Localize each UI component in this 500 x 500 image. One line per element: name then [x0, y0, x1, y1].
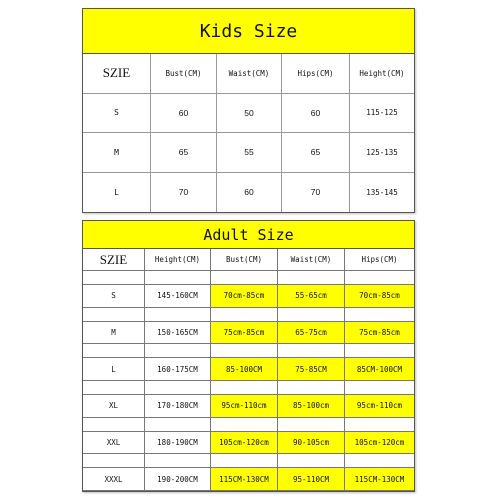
adult-spacer-cell: [345, 454, 414, 468]
kids-header-size: SZIE: [83, 54, 151, 94]
adult-row-size: XL: [83, 395, 145, 418]
adult-spacer-cell: [145, 271, 211, 285]
adult-row-waist: 65-75cm: [278, 322, 345, 345]
adult-spacer-cell: [345, 344, 414, 358]
kids-row-height: 115-125: [350, 94, 414, 134]
adult-spacer-cell: [278, 308, 345, 322]
adult-spacer-cell: [211, 454, 278, 468]
adult-spacer-cell: [211, 271, 278, 285]
adult-spacer-cell: [345, 308, 414, 322]
adult-spacer-cell: [145, 418, 211, 432]
kids-header-height: Height(CM): [350, 54, 414, 94]
adult-header-bust: Bust(CM): [211, 249, 278, 271]
kids-header-hips: Hips(CM): [282, 54, 350, 94]
adult-row-size: XXXL: [83, 468, 145, 491]
adult-row-size: S: [83, 285, 145, 308]
adult-row-bust: 115CM-130CM: [211, 468, 278, 491]
adult-row-bust: 105cm-120cm: [211, 432, 278, 455]
kids-row-size: L: [83, 173, 151, 213]
adult-spacer-cell: [211, 418, 278, 432]
adult-spacer-cell: [278, 271, 345, 285]
kids-row-size: M: [83, 133, 151, 173]
kids-size-table: [82, 8, 415, 213]
adult-spacer-cell: [278, 454, 345, 468]
adult-row-waist: 55-65cm: [278, 285, 345, 308]
adult-spacer-cell: [83, 271, 145, 285]
kids-row-waist: 50: [217, 94, 282, 134]
adult-spacer-cell: [211, 381, 278, 395]
kids-row-bust: 70: [151, 173, 217, 213]
adult-size-table: [82, 220, 415, 492]
adult-spacer-cell: [345, 418, 414, 432]
adult-spacer-cell: [345, 271, 414, 285]
adult-row-hips: 95cm-110cm: [345, 395, 414, 418]
adult-header-height: Height(CM): [145, 249, 211, 271]
adult-row-bust: 75cm-85cm: [211, 322, 278, 345]
kids-row-hips: 70: [282, 173, 350, 213]
adult-spacer-cell: [345, 381, 414, 395]
kids-row-bust: 60: [151, 94, 217, 134]
adult-row-hips: 85CM-100CM: [345, 358, 414, 381]
kids-row-hips: 65: [282, 133, 350, 173]
adult-spacer-cell: [145, 344, 211, 358]
kids-row-height: 135-145: [366, 187, 398, 197]
adult-row-height: 145-160CM: [145, 285, 211, 308]
kids-size-title: Kids Size: [83, 9, 414, 54]
adult-spacer-cell: [83, 308, 145, 322]
adult-row-waist: 75-85CM: [278, 358, 345, 381]
adult-spacer-cell: [145, 308, 211, 322]
kids-row-size: S: [83, 94, 151, 134]
adult-spacer-cell: [83, 418, 145, 432]
adult-row-bust: 85-100CM: [211, 358, 278, 381]
adult-row-hips: 75cm-85cm: [345, 322, 414, 345]
adult-row-height: 190-200CM: [145, 468, 211, 491]
kids-size-grid: [83, 54, 414, 212]
kids-row-waist: 60: [217, 173, 282, 213]
adult-row-hips: 70cm-85cm: [345, 285, 414, 308]
kids-row-hips: 60: [282, 94, 350, 134]
kids-header-waist: Waist(CM): [217, 54, 282, 94]
adult-spacer-cell: [211, 344, 278, 358]
adult-row-hips: 115CM-130CM: [345, 468, 414, 491]
adult-row-size: M: [83, 322, 145, 345]
kids-header-bust: Bust(CM): [151, 54, 217, 94]
adult-size-title: Adult Size: [83, 221, 414, 249]
adult-row-waist: 85-100cm: [278, 395, 345, 418]
adult-row-height: 180-190CM: [145, 432, 211, 455]
adult-row-waist: 90-105cm: [278, 432, 345, 455]
adult-row-height: 160-175CM: [145, 358, 211, 381]
adult-spacer-cell: [278, 381, 345, 395]
adult-spacer-cell: [278, 418, 345, 432]
kids-row-waist: 55: [217, 133, 282, 173]
adult-spacer-cell: [83, 454, 145, 468]
adult-header-size: SZIE: [83, 249, 145, 271]
adult-spacer-cell: [145, 454, 211, 468]
kids-row-bust: 65: [151, 133, 217, 173]
adult-row-waist: 95-110CM: [278, 468, 345, 491]
adult-spacer-cell: [278, 344, 345, 358]
adult-spacer-cell: [211, 308, 278, 322]
adult-spacer-cell: [83, 344, 145, 358]
adult-row-hips: 105cm-120cm: [345, 432, 414, 455]
adult-row-height: 170-180CM: [145, 395, 211, 418]
adult-size-grid: [83, 249, 414, 491]
adult-row-size: L: [83, 358, 145, 381]
adult-row-height: 150-165CM: [145, 322, 211, 345]
adult-header-waist: Waist(CM): [278, 249, 345, 271]
adult-row-bust: 70cm-85cm: [211, 285, 278, 308]
adult-header-hips: Hips(CM): [345, 249, 414, 271]
adult-row-size: XXL: [83, 432, 145, 455]
kids-row-height: 125-135: [350, 133, 414, 173]
adult-row-bust: 95cm-110cm: [211, 395, 278, 418]
adult-spacer-cell: [145, 381, 211, 395]
adult-spacer-cell: [83, 381, 145, 395]
